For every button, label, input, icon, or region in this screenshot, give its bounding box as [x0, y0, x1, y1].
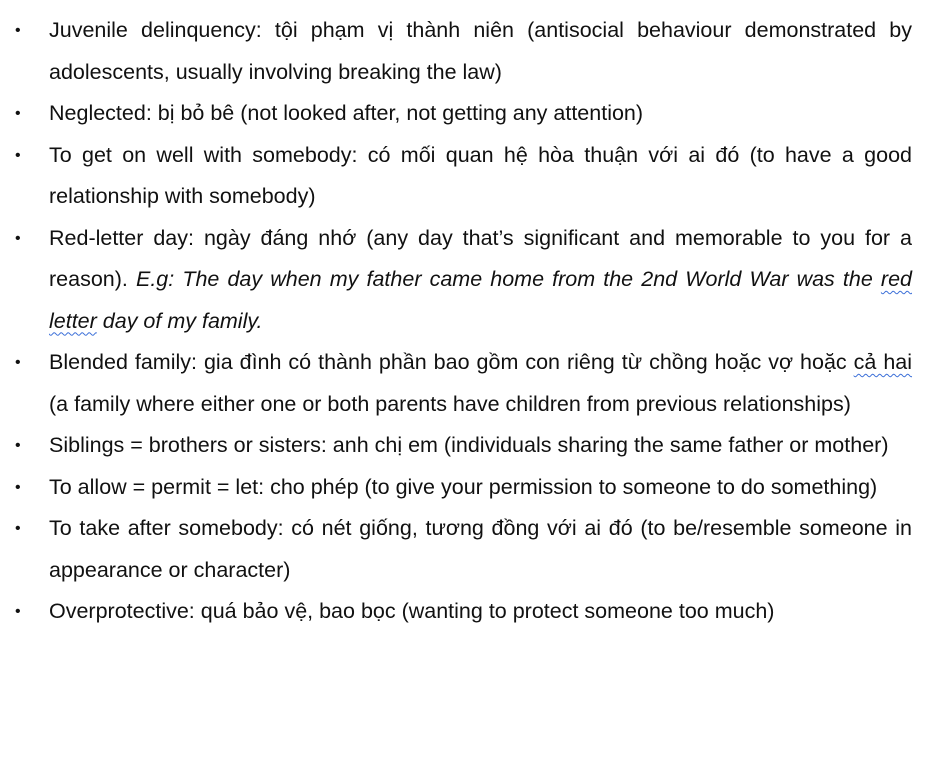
item-text: To allow = permit = let: cho phép (to give your permission to someone to do something): [49, 474, 878, 499]
bullet-icon: •: [15, 478, 21, 496]
list-item-overprotective: [15, 591, 912, 633]
example-prefix: E.g: The day when my father came home from the 2nd World War was the: [135, 267, 873, 291]
list-item-red-letter-day: [15, 218, 912, 343]
list-item-neglected: [15, 93, 912, 135]
item-text: Siblings = brothers or sisters: anh chị em (individuals sharing the same father or mother): [49, 433, 889, 457]
list-item-juvenile-delinquency: [15, 10, 912, 93]
example-sentence: [49, 267, 912, 333]
item-text: Neglected: bị bỏ bê (not looked after, not getting any attention): [49, 101, 644, 125]
example-underlined-phrase: red letter: [49, 267, 912, 333]
item-text: Red-letter day: ngày đáng nhớ (any day that’s significant and memorable to you for a reason).: [49, 225, 912, 291]
example-suffix: day of my family.: [102, 308, 263, 333]
bullet-icon: •: [15, 520, 21, 537]
list-item-blended-family: [15, 342, 913, 425]
bullet-icon: •: [15, 22, 21, 39]
item-text: Overprotective: quá bảo vệ, bao bọc (wanting to protect someone too much): [49, 599, 775, 623]
item-text: Juvenile delinquency: tội phạm vị thành niên (antisocial behaviour demonstrated by adolescents, usually involving breaking the law): [49, 18, 912, 84]
item-text-after: (a family where either one or both parents have children from previous relationships): [49, 391, 851, 416]
list-item-take-after: [15, 508, 912, 591]
bullet-icon: •: [15, 146, 21, 164]
item-text: To take after somebody: có nét giống, tương đồng với ai đó (to be/resemble someone in appearance or character): [49, 516, 912, 582]
bullet-icon: •: [15, 603, 21, 620]
bullet-icon: •: [15, 105, 21, 122]
list-item-to-allow: [15, 467, 912, 509]
bullet-icon: •: [15, 354, 21, 371]
bullet-icon: •: [15, 437, 21, 454]
list-item-siblings: [15, 425, 912, 467]
item-text: To get on well with somebody: có mối quan hệ hòa thuận với ai đó (to have a good relationship with somebody): [49, 142, 912, 208]
item-underlined-phrase: cả hai: [853, 350, 913, 374]
list-item-get-on-well: [15, 135, 912, 218]
item-text-before: Blended family: gia đình có thành phần bao gồm con riêng từ chồng hoặc vợ hoặc: [49, 350, 847, 374]
bullet-icon: •: [15, 229, 21, 247]
